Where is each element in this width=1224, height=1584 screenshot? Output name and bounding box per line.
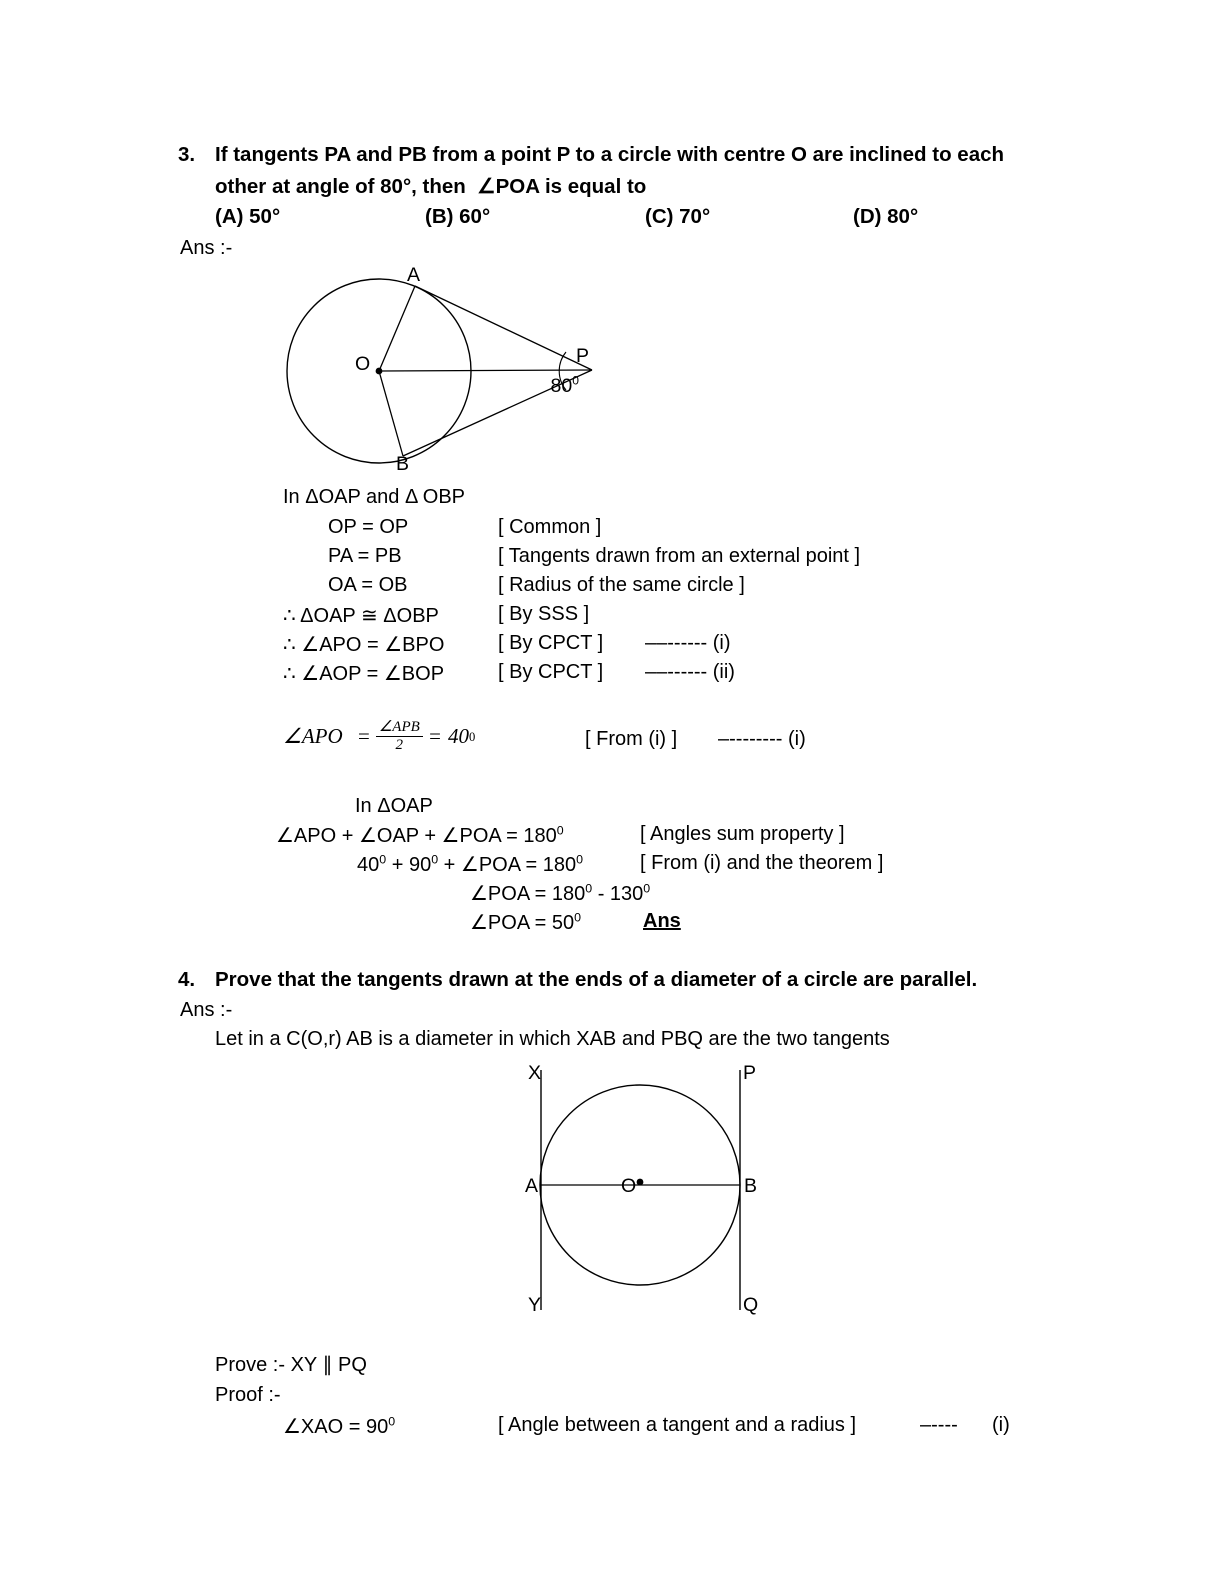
proof-row-statement: ∴ ∠APO = ∠BPO bbox=[283, 634, 445, 656]
proof-heading-triangles: In ΔOAP and Δ OBP bbox=[283, 486, 466, 508]
substituted-equation-reason: [ From (i) and the theorem ] bbox=[640, 852, 884, 874]
question-4-line-1: Prove that the tangents drawn at the ends of a diameter of a circle are parallel. bbox=[215, 968, 978, 991]
figure-1-angle-value: 80 bbox=[550, 374, 573, 397]
q4-proof-row-statement bbox=[283, 1414, 395, 1439]
figure-1-angle-label bbox=[518, 357, 579, 416]
substituted-equation: $40^0 + 90^0$ + ∠POA = $180^0$ bbox=[357, 852, 584, 876]
final-proof-heading: In ΔOAP bbox=[355, 795, 433, 817]
question-3-option-c: (C) 70° bbox=[645, 205, 711, 228]
figure-2-label-p: P bbox=[743, 1062, 757, 1084]
poa-intermediate-result: ∠POA = $180^0 - 130^0$ bbox=[470, 881, 651, 905]
question-3-option-a: (A) 50° bbox=[215, 205, 281, 228]
proof-row-reason: [ By CPCT ] bbox=[498, 632, 604, 654]
question-3-number: 3. bbox=[178, 143, 196, 166]
proof-row-statement: PA = PB bbox=[328, 545, 402, 567]
q4-proof-row-reference: –---- bbox=[920, 1414, 958, 1436]
fraction-denominator: 2 bbox=[395, 737, 404, 754]
radius-ob-line bbox=[379, 371, 403, 456]
fraction-equation-value: 40 bbox=[447, 724, 469, 749]
q4-proof-row-reason: [ Angle between a tangent and a radius ] bbox=[498, 1414, 857, 1436]
proof-row-reference: ––------ (i) bbox=[645, 632, 731, 654]
figure-1-angle-degree-superscript: 0 bbox=[572, 373, 579, 387]
fraction-equation-reference: –-------- (i) bbox=[718, 728, 806, 750]
proof-row-reason: [ Common ] bbox=[498, 516, 602, 538]
figure-circle-two-tangents bbox=[275, 262, 620, 477]
figure-2-label-o: O bbox=[621, 1175, 637, 1197]
proof-row-reason: [ By CPCT ] bbox=[498, 661, 604, 683]
question-3-ans-label: Ans :- bbox=[180, 237, 233, 259]
question-4-ans-label: Ans :- bbox=[180, 999, 233, 1021]
radius-oa-line bbox=[379, 286, 415, 371]
question-4-given-statement: Let in a C(O,r) AB is a diameter in which XAB and PBQ are the two tangents bbox=[215, 1028, 890, 1050]
fraction-equation-equals-2: = bbox=[427, 724, 442, 749]
proof-label: Proof :- bbox=[215, 1384, 281, 1406]
figure-2-label-y: Y bbox=[528, 1294, 542, 1316]
proof-row-statement: ∴ ∠AOP = ∠BOP bbox=[283, 663, 445, 685]
proof-row-reason: [ Tangents drawn from an external point ] bbox=[498, 545, 861, 567]
figure-2-label-b: B bbox=[744, 1175, 758, 1197]
question-3-line-2: other at angle of 80°, then ∠POA is equal to bbox=[215, 175, 647, 198]
q4-proof-row-tag: (i) bbox=[992, 1414, 1010, 1436]
figure-circle-parallel-tangents bbox=[520, 1060, 770, 1320]
figure-1-label-p: P bbox=[576, 345, 590, 367]
prove-statement: Prove :- XY ∥ PQ bbox=[215, 1354, 367, 1376]
question-4-number: 4. bbox=[178, 968, 196, 991]
proof-row-reference: ––------ (ii) bbox=[645, 661, 735, 683]
figure-2-canvas bbox=[520, 1060, 770, 1320]
proof-row-reason: [ Radius of the same circle ] bbox=[498, 574, 745, 596]
answer-marker: Ans bbox=[643, 910, 681, 932]
figure-1-label-o: O bbox=[355, 353, 371, 375]
figure-1-label-b: B bbox=[396, 453, 410, 475]
question-3-option-b: (B) 60° bbox=[425, 205, 491, 228]
proof-row-statement: OA = OB bbox=[328, 574, 408, 596]
question-3-option-d: (D) 80° bbox=[853, 205, 919, 228]
poa-final-result: ∠POA = $50^0$ bbox=[470, 910, 582, 934]
fraction-equation-equals-1: = bbox=[356, 724, 371, 749]
figure-2-label-q: Q bbox=[743, 1294, 759, 1316]
proof-row-reason: [ By SSS ] bbox=[498, 603, 590, 625]
fraction-equation-reason: [ From (i) ] bbox=[585, 728, 678, 750]
figure-2-label-a: A bbox=[525, 1175, 539, 1197]
figure-2-label-x: X bbox=[528, 1062, 542, 1084]
fraction-apb-over-2 bbox=[376, 720, 423, 753]
proof-row-statement: ∴ ΔOAP ≅ ΔOBP bbox=[283, 605, 439, 627]
angle-sum-equation: ∠APO + ∠OAP + ∠POA = $180^0$ bbox=[276, 823, 564, 847]
question-3-line-1: If tangents PA and PB from a point P to a circle with centre O are inclined to each bbox=[215, 143, 1005, 166]
figure-1-label-a: A bbox=[407, 264, 421, 286]
proof-row-statement: OP = OP bbox=[328, 516, 409, 538]
fraction-equation-lhs: ∠APO bbox=[283, 724, 343, 749]
angle-sum-equation-reason: [ Angles sum property ] bbox=[640, 823, 845, 845]
q4-proof-statement-degree: 0 bbox=[388, 1414, 396, 1429]
q4-proof-statement-text: ∠XAO = 90 bbox=[283, 1416, 389, 1438]
fraction-numerator: ∠APB bbox=[378, 719, 420, 735]
angle-apo-fraction-equation: ∠APO = $\frac{\text{∠APB}}{2}$ = 40 0 bbox=[283, 719, 476, 754]
